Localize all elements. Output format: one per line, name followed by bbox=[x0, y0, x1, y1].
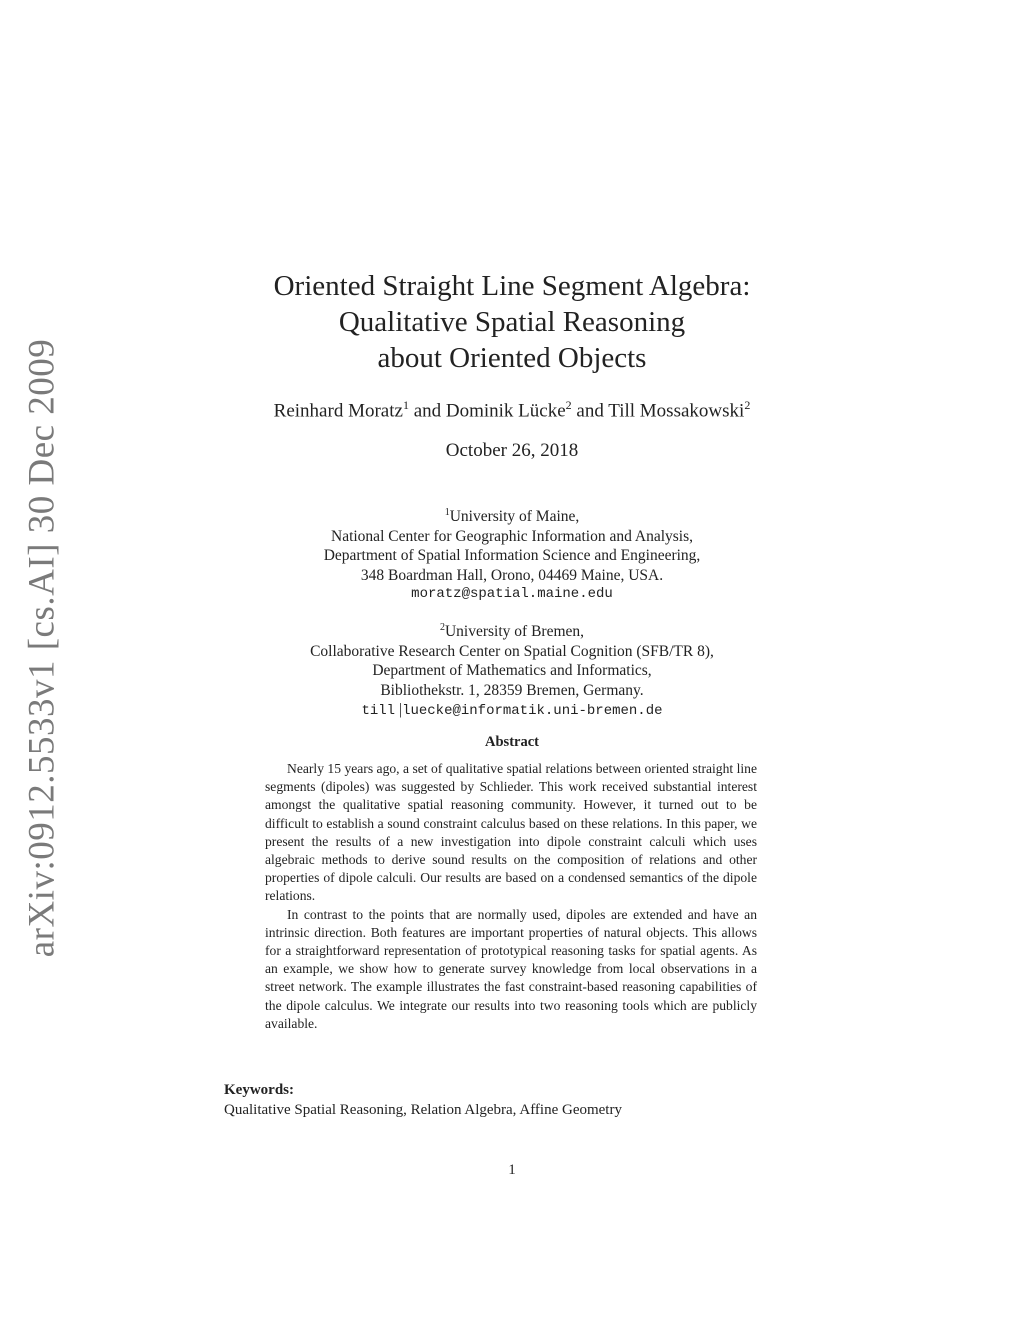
author-list bbox=[140, 398, 884, 422]
author-separator: and bbox=[413, 400, 442, 422]
page-number: 1 bbox=[508, 1162, 516, 1178]
title-line-2: Qualitative Spatial Reasoning bbox=[338, 306, 686, 338]
title-line-3: about Oriented Objects bbox=[377, 342, 647, 374]
keywords-list: Qualitative Spatial Reasoning, Relation Algebra, Affine Geometry bbox=[224, 1102, 622, 1118]
email-address: luecke@informatik.uni-bremen.de bbox=[402, 703, 663, 720]
author-affiliation-mark: 1 bbox=[402, 398, 409, 412]
affiliation-line: 348 Boardman Hall, Orono, 04469 Maine, USA. bbox=[360, 566, 664, 584]
arxiv-side-stamp: arXiv:0912.5533v1 [cs.AI] 30 Dec 2009 bbox=[21, 338, 63, 958]
author-name: Reinhard Moratz bbox=[273, 400, 403, 422]
paper-date: October 26, 2018 bbox=[445, 440, 579, 461]
author-name: Till Mossakowski bbox=[608, 400, 745, 422]
title-line-1: Oriented Straight Line Segment Algebra: bbox=[273, 270, 751, 302]
affiliation-line: National Center for Geographic Information and Analysis, bbox=[331, 527, 693, 545]
affiliation-1 bbox=[150, 503, 874, 605]
affiliation-line bbox=[150, 503, 874, 527]
affiliation-2 bbox=[150, 618, 874, 722]
affiliation-institution: University of Bremen, bbox=[444, 623, 585, 641]
author-name: Dominik Lücke bbox=[445, 400, 566, 422]
affiliation-mark: 2 bbox=[439, 622, 445, 633]
email-link[interactable] bbox=[150, 700, 874, 722]
paper-title bbox=[200, 268, 824, 376]
affiliation-line: Bibliothekstr. 1, 28359 Bremen, Germany. bbox=[380, 681, 644, 699]
abstract-body bbox=[265, 760, 757, 1033]
author-affiliation-mark: 2 bbox=[744, 398, 751, 412]
abstract-paragraph: In contrast to the points that are normally used, dipoles are extended and have an intrinsic direction. Both features are important properties of natural objects. This allows for a straightforward representation of prototypical reasoning tasks for spatial agents. As an example, we show how to generate survey knowledge from local observations in a street network. The example illustrates the fast constraint-based reasoning capabilities of the dipole calculus. We integrate our results into two reasoning tools which are publicly available. bbox=[265, 906, 757, 1031]
affiliation-mark: 1 bbox=[444, 507, 450, 518]
abstract-heading: Abstract bbox=[485, 734, 539, 750]
affiliation-line: Department of Spatial Information Science and Engineering, bbox=[323, 547, 701, 565]
affiliation-line: Department of Mathematics and Informatics, bbox=[372, 662, 652, 680]
author-affiliation-mark: 2 bbox=[565, 398, 572, 412]
email-separator: | bbox=[398, 701, 403, 719]
email-link[interactable]: moratz@spatial.maine.edu bbox=[411, 586, 613, 603]
keywords-heading: Keywords: bbox=[224, 1082, 294, 1098]
affiliation-institution: University of Maine, bbox=[449, 508, 580, 526]
abstract-paragraph: Nearly 15 years ago, a set of qualitative spatial relations between oriented straight line segments (dipoles) was suggested by Schlieder. This work received substantial interest amongst the qualitative spatial reasoning community. However, it turned out to be difficult to establish a sound constraint calculus based on these relations. In this paper, we present the results of a new investigation into dipole constraint calculi which uses algebraic methods to derive sound results on the composition of relations and other properties of dipole calculi. Our results are based on a condensed semantics of the dipole relations. bbox=[265, 761, 757, 904]
email-prefix: till bbox=[361, 703, 396, 720]
author-separator: and bbox=[576, 400, 604, 422]
affiliation-line bbox=[150, 618, 874, 642]
affiliation-line: Collaborative Research Center on Spatial Cognition (SFB/TR 8), bbox=[310, 642, 714, 660]
